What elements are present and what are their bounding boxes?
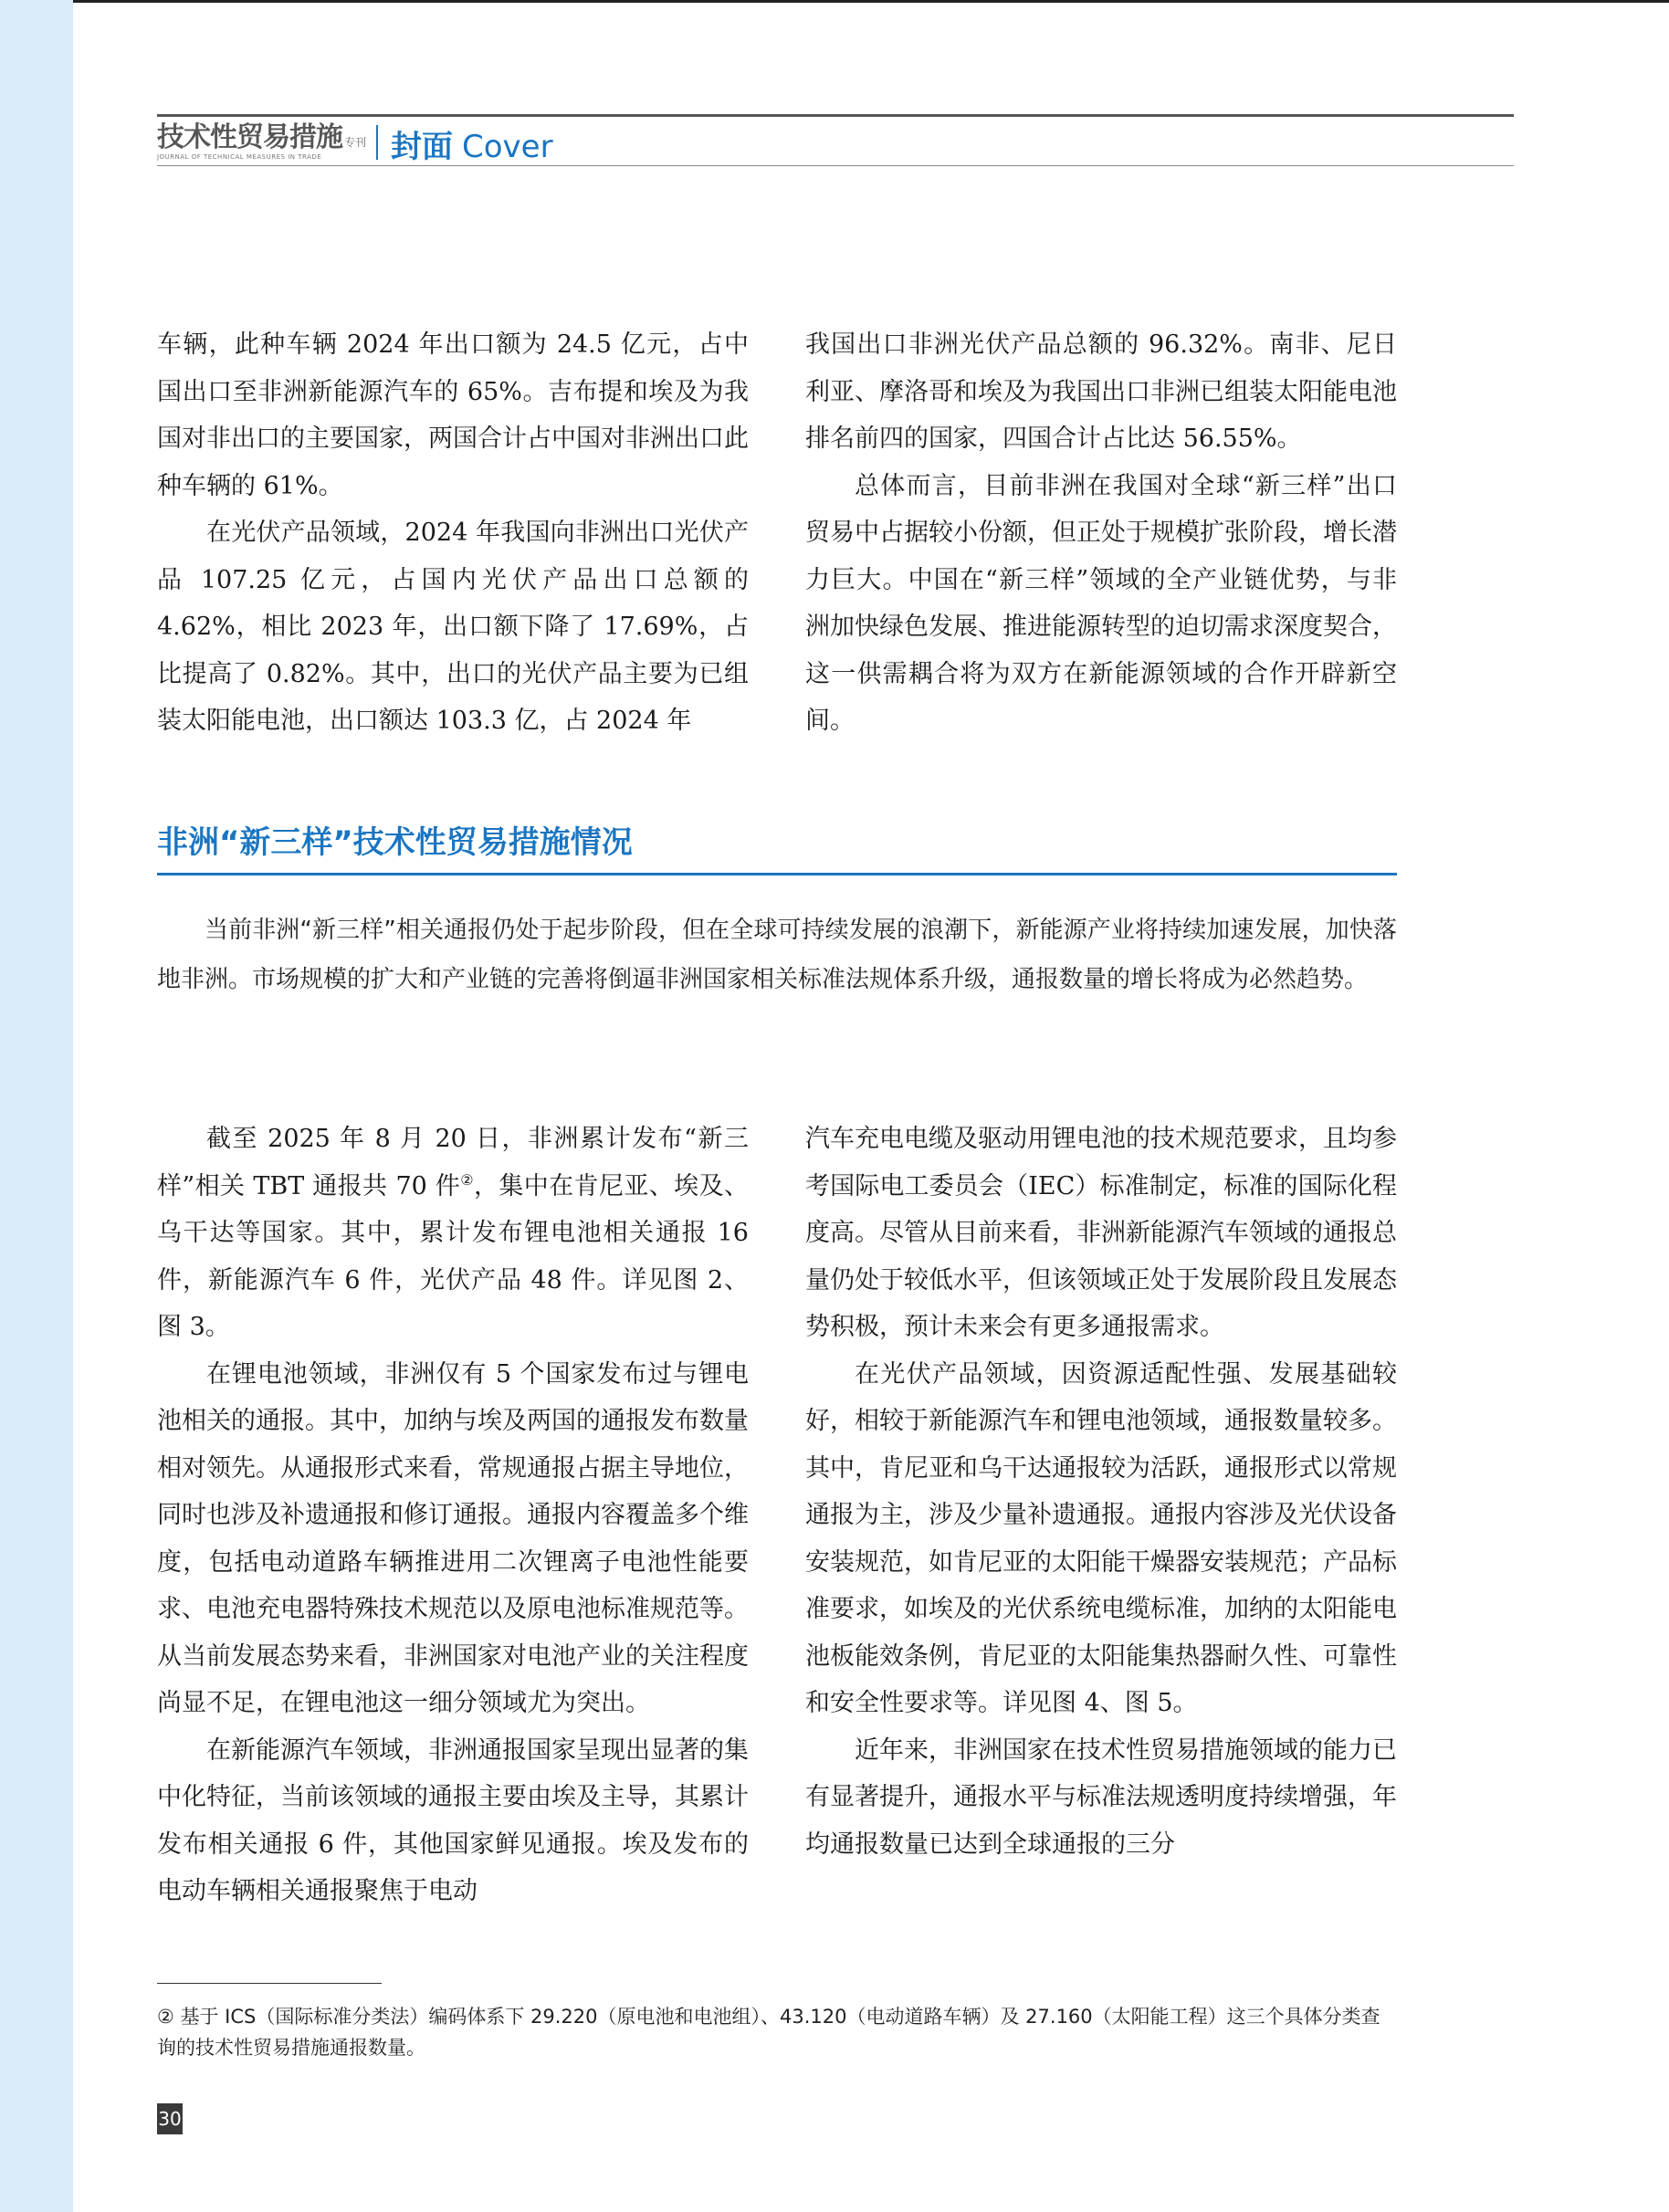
bottom-right-column — [805, 1116, 1397, 1868]
summary-text: 当前非洲“新三样”相关通报仍处于起步阶段，但在全球可持续发展的浪潮下，新能源产业将持续加速发展，加快落地非洲。市场规模的扩大和产业链的完善将倒逼非洲国家相关标准法规体系升级，通报数量的增长将成为必然趋势。 — [157, 917, 1397, 993]
footnote-rule — [157, 1983, 382, 1984]
top-border-rule — [73, 0, 1669, 3]
section-heading-rule — [157, 873, 1397, 875]
footnote: ② 基于 ICS（国际标准分类法）编码体系下 29.220（原电池和电池组）、43.120（电动道路车辆）及 27.160（太阳能工程）这三个具体分类查询的技术性贸易措施通报数量。 — [157, 2006, 1380, 2059]
left-color-band — [0, 0, 73, 2212]
journal-logo — [157, 123, 376, 162]
section-label — [391, 121, 553, 166]
header-rule-bottom — [157, 165, 1514, 166]
paragraph: 车辆，此种车辆 2024 年出口额为 24.5 亿元，占中国出口至非洲新能源汽车的 65%。吉布提和埃及为我国对非出口的主要国家，两国合计占中国对非洲出口此种车辆的 61%。 — [157, 330, 749, 500]
paragraph: 在光伏产品领域，2024 年我国向非洲出口光伏产品 107.25 亿元，占国内光伏产品出口总额的 4.62%，相比 2023 年，出口额下降了 17.69%，占比提高了 0.82%。其中，出口的光伏产品主要为已组装太阳能电池，出口额达 103.3 亿，占 2024 年 — [157, 519, 749, 735]
journal-title: 技术性贸易措施 — [157, 121, 342, 153]
page-number: 30 — [157, 2103, 183, 2134]
top-right-column — [805, 321, 1397, 745]
paragraph: 汽车充电电缆及驱动用锂电池的技术规范要求，且均参考国际电工委员会（IEC）标准制定，标准的国际化程度高。尽管从目前来看，非洲新能源汽车领域的通报总量仍处于较低水平，但该领域正处于发展阶段且发展态势积极，预计未来会有更多通报需求。 — [805, 1125, 1397, 1341]
footnote-ref: ② — [460, 1170, 474, 1189]
header-rule-top — [157, 114, 1514, 117]
section-label-en: Cover — [462, 129, 553, 165]
paragraph: 在新能源汽车领域，非洲通报国家呈现出显著的集中化特征，当前该领域的通报主要由埃及主导，其累计发布相关通报 6 件，其他国家鲜见通报。埃及发布的电动车辆相关通报聚焦于电动 — [157, 1735, 749, 1905]
section-summary — [157, 906, 1397, 1004]
journal-tag: 专刊 — [344, 136, 367, 149]
paragraph: 在光伏产品领域，因资源适配性强、发展基础较好，相较于新能源汽车和锂电池领域，通报数量较多。其中，肯尼亚和乌干达通报较为活跃，通报形式以常规通报为主，涉及少量补遗通报。通报内容涉及光伏设备安装规范，如肯尼亚的太阳能干燥器安装规范；产品标准要求，如埃及的光伏系统电缆标准，加纳的太阳能电池板能效条例，肯尼亚的太阳能集热器耐久性、可靠性和安全性要求等。详见图 4、图 5。 — [805, 1359, 1397, 1717]
top-left-column — [157, 321, 749, 745]
paragraph: 在锂电池领域，非洲仅有 5 个国家发布过与锂电池相关的通报。其中，加纳与埃及两国的通报发布数量相对领先。从通报形式来看，常规通报占据主导地位，同时也涉及补遗通报和修订通报。通报内容覆盖多个维度，包括电动道路车辆推进用二次锂离子电池性能要求、电池充电器特殊技术规范以及原电池标准规范等。从当前发展态势来看，非洲国家对电池产业的关注程度尚显不足，在锂电池这一细分领域尤为突出。 — [157, 1359, 749, 1717]
paragraph: 我国出口非洲光伏产品总额的 96.32%。南非、尼日利亚、摩洛哥和埃及为我国出口非洲已组装太阳能电池排名前四的国家，四国合计占比达 56.55%。 — [805, 330, 1397, 453]
paragraph — [157, 1116, 749, 1351]
paragraph-text: 截至 2025 年 8 月 20 日，非洲累计发布“新三样”相关 TBT 通报共 70 件 — [157, 1125, 749, 1200]
journal-title-en: JOURNAL OF TECHNICAL MEASURES IN TRADE — [157, 153, 322, 161]
paragraph: 近年来，非洲国家在技术性贸易措施领域的能力已有显著提升，通报水平与标准法规透明度持续增强，年均通报数量已达到全球通报的三分 — [805, 1735, 1397, 1859]
paragraph: 总体而言，目前非洲在我国对全球“新三样”出口贸易中占据较小份额，但正处于规模扩张阶段，增长潜力巨大。中国在“新三样”领域的全产业链优势，与非洲加快绿色发展、推进能源转型的迫切需求深度契合，这一供需耦合将为双方在新能源领域的合作开辟新空间。 — [805, 471, 1397, 735]
bottom-left-column — [157, 1116, 749, 1915]
running-header — [157, 114, 1514, 165]
paragraph-text: ，集中在肯尼亚、埃及、乌干达等国家。其中，累计发布锂电池相关通报 16 件，新能源汽车 6 件，光伏产品 48 件。详见图 2、图 3。 — [157, 1171, 749, 1341]
section-heading: 非洲“新三样”技术性贸易措施情况 — [157, 824, 633, 861]
header-separator — [376, 125, 378, 160]
section-label-cn: 封面 — [391, 129, 453, 165]
